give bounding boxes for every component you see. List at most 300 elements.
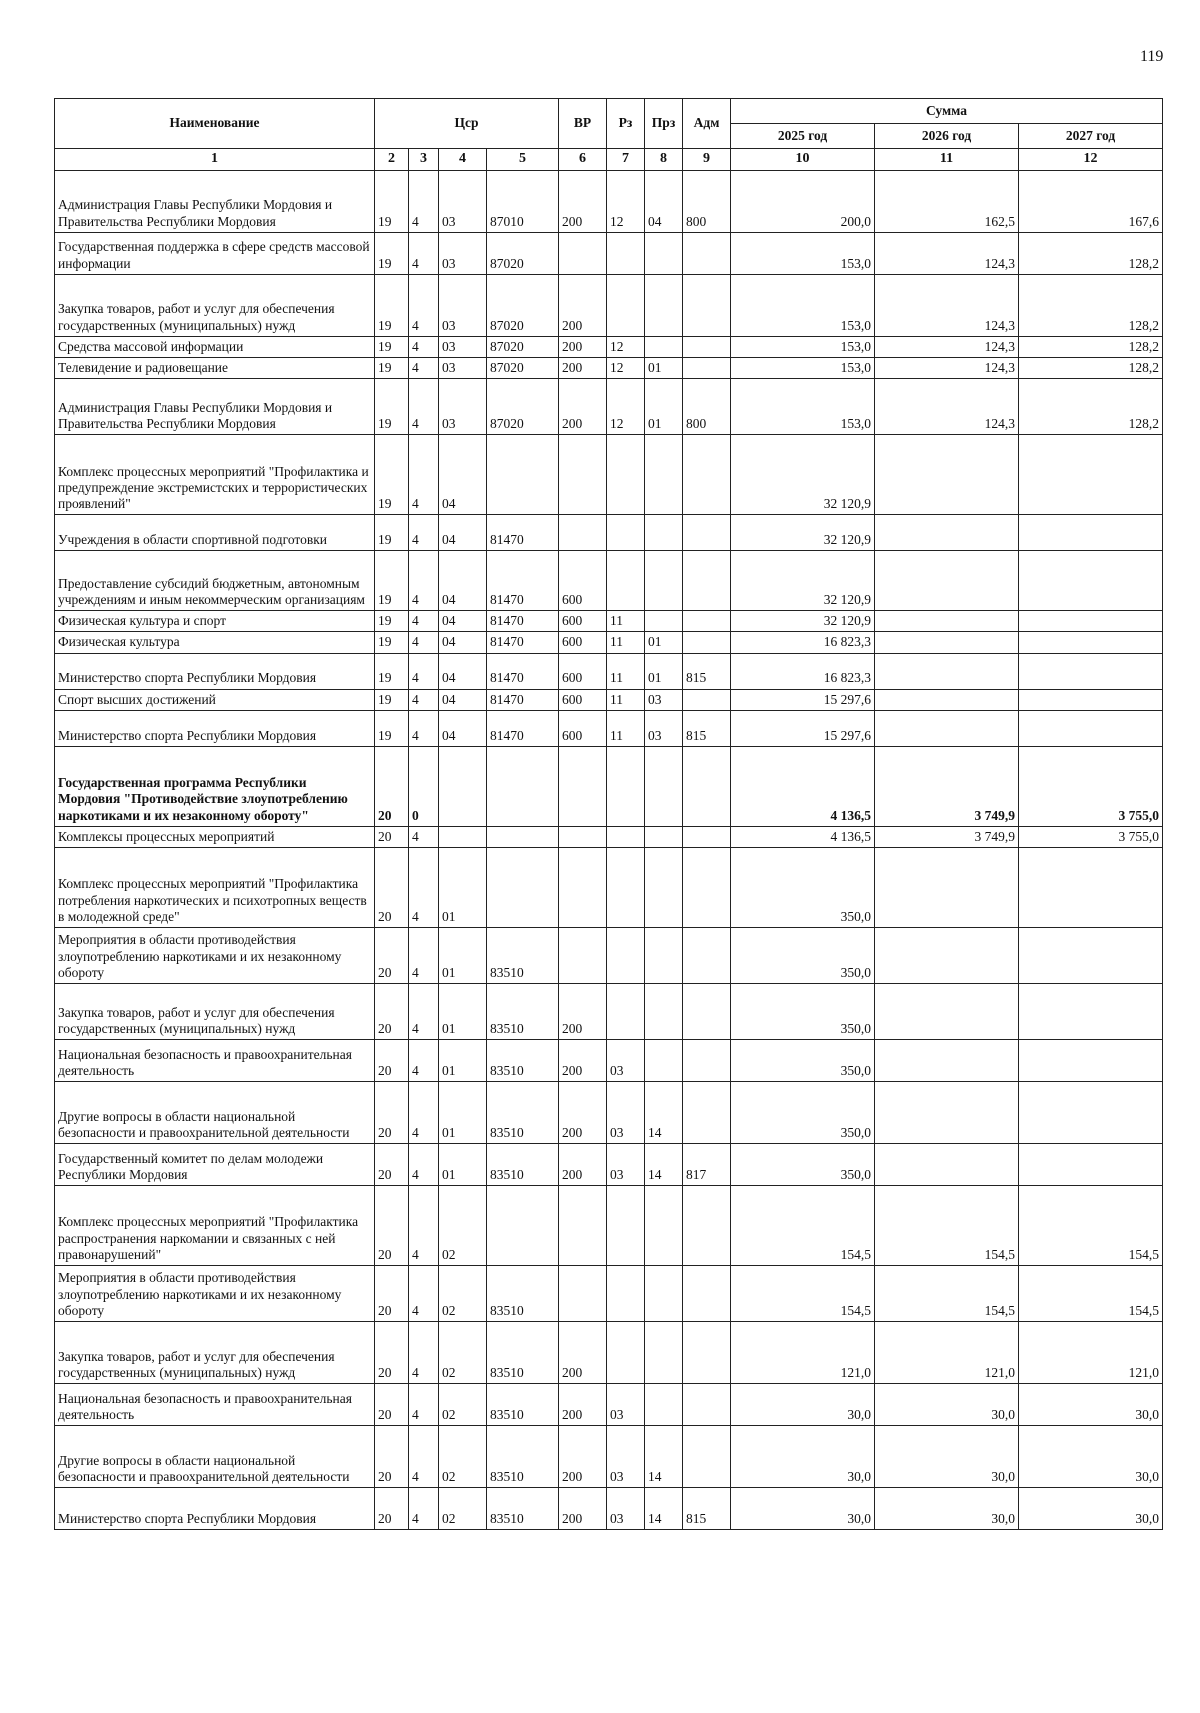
csr-col-3: 4 [409,551,439,611]
vr-code: 600 [559,710,607,746]
amount-2027 [1019,515,1163,551]
prz-code [645,847,683,927]
csr-col-3: 4 [409,1321,439,1383]
prz-code [645,515,683,551]
table-row [55,826,1163,847]
vr-code: 600 [559,632,607,653]
prz-code [645,983,683,1039]
row-name: Другие вопросы в области национальной безопасности и правоохранительной деятельности [55,1081,375,1143]
prz-code [645,1185,683,1265]
csr-col-3: 0 [409,746,439,826]
table-row [55,1039,1163,1081]
csr-col-4: 04 [439,632,487,653]
column-number: 11 [875,149,1019,171]
row-name: Комплекс процессных мероприятий "Профилактика и предупреждение экстремистских и террористических проявлений" [55,435,375,515]
row-name: Закупка товаров, работ и услуг для обеспечения государственных (муниципальных) нужд [55,1321,375,1383]
csr-col-4: 01 [439,847,487,927]
prz-code [645,232,683,274]
amount-2026 [875,983,1019,1039]
prz-code: 01 [645,653,683,689]
rz-code: 11 [607,611,645,632]
row-name: Физическая культура и спорт [55,611,375,632]
table-row [55,710,1163,746]
csr-col-2: 20 [375,1081,409,1143]
budget-table [54,98,1163,1530]
csr-col-3: 4 [409,1081,439,1143]
csr-col-2: 19 [375,653,409,689]
csr-col-3: 4 [409,983,439,1039]
amount-2026 [875,710,1019,746]
prz-code: 14 [645,1143,683,1185]
csr-col-3: 4 [409,847,439,927]
adm-code [683,357,731,378]
vr-code: 200 [559,1321,607,1383]
amount-2025: 153,0 [731,232,875,274]
vr-code: 200 [559,983,607,1039]
column-number: 9 [683,149,731,171]
adm-code [683,1265,731,1321]
csr-col-5: 81470 [487,710,559,746]
amount-2025: 30,0 [731,1425,875,1487]
rz-code: 03 [607,1081,645,1143]
amount-2026: 124,3 [875,336,1019,357]
amount-2025: 153,0 [731,336,875,357]
rz-code: 11 [607,689,645,710]
vr-code [559,927,607,983]
amount-2025: 350,0 [731,1081,875,1143]
csr-col-3: 4 [409,170,439,232]
rz-code: 12 [607,170,645,232]
header-year-2025: 2025 год [731,124,875,149]
csr-col-5: 83510 [487,1143,559,1185]
prz-code: 03 [645,689,683,710]
amount-2026 [875,435,1019,515]
csr-col-5: 81470 [487,689,559,710]
amount-2027: 3 755,0 [1019,826,1163,847]
csr-col-5: 83510 [487,1039,559,1081]
table-row [55,379,1163,435]
table-row [55,1143,1163,1185]
csr-col-5: 87020 [487,379,559,435]
amount-2025: 350,0 [731,927,875,983]
header-prz: Прз [645,99,683,149]
csr-col-4: 03 [439,336,487,357]
csr-col-2: 20 [375,983,409,1039]
rz-code: 03 [607,1383,645,1425]
amount-2027: 128,2 [1019,357,1163,378]
csr-col-4: 02 [439,1383,487,1425]
csr-col-3: 4 [409,927,439,983]
amount-2025: 16 823,3 [731,653,875,689]
vr-code: 200 [559,1081,607,1143]
amount-2027 [1019,653,1163,689]
rz-code: 11 [607,653,645,689]
vr-code: 200 [559,1039,607,1081]
amount-2027: 128,2 [1019,336,1163,357]
csr-col-4: 04 [439,551,487,611]
csr-col-4: 02 [439,1425,487,1487]
amount-2027: 167,6 [1019,170,1163,232]
csr-col-2: 19 [375,689,409,710]
table-row [55,1383,1163,1425]
csr-col-2: 20 [375,1265,409,1321]
csr-col-3: 4 [409,1383,439,1425]
amount-2026: 124,3 [875,274,1019,336]
rz-code: 03 [607,1487,645,1529]
amount-2026: 121,0 [875,1321,1019,1383]
prz-code [645,611,683,632]
adm-code [683,232,731,274]
amount-2026: 162,5 [875,170,1019,232]
adm-code: 815 [683,653,731,689]
csr-col-5: 83510 [487,1425,559,1487]
table-row [55,1185,1163,1265]
amount-2027 [1019,1081,1163,1143]
vr-code: 200 [559,274,607,336]
csr-col-2: 20 [375,1383,409,1425]
csr-col-2: 19 [375,336,409,357]
adm-code: 815 [683,710,731,746]
csr-col-3: 4 [409,274,439,336]
amount-2027 [1019,435,1163,515]
adm-code [683,515,731,551]
amount-2025: 154,5 [731,1185,875,1265]
rz-code: 11 [607,710,645,746]
row-name: Закупка товаров, работ и услуг для обеспечения государственных (муниципальных) нужд [55,983,375,1039]
adm-code [683,1185,731,1265]
csr-col-3: 4 [409,515,439,551]
header-year-2026: 2026 год [875,124,1019,149]
adm-code [683,1425,731,1487]
prz-code [645,1383,683,1425]
adm-code [683,1383,731,1425]
csr-col-3: 4 [409,435,439,515]
amount-2027 [1019,927,1163,983]
amount-2025: 16 823,3 [731,632,875,653]
vr-code [559,847,607,927]
csr-col-5 [487,847,559,927]
amount-2025: 15 297,6 [731,710,875,746]
table-row [55,1265,1163,1321]
amount-2027: 128,2 [1019,274,1163,336]
rz-code [607,435,645,515]
amount-2027: 128,2 [1019,232,1163,274]
amount-2026: 124,3 [875,379,1019,435]
row-name: Средства массовой информации [55,336,375,357]
column-number-row [55,149,1163,171]
csr-col-4: 04 [439,710,487,746]
adm-code: 815 [683,1487,731,1529]
amount-2027: 128,2 [1019,379,1163,435]
amount-2025: 32 120,9 [731,611,875,632]
header-adm: Адм [683,99,731,149]
amount-2025: 350,0 [731,1143,875,1185]
amount-2027 [1019,1143,1163,1185]
amount-2026 [875,632,1019,653]
row-name: Национальная безопасность и правоохранительная деятельность [55,1039,375,1081]
csr-col-3: 4 [409,611,439,632]
row-name: Физическая культура [55,632,375,653]
prz-code: 14 [645,1425,683,1487]
csr-col-4: 04 [439,435,487,515]
csr-col-5: 87020 [487,336,559,357]
table-row [55,1081,1163,1143]
rz-code: 12 [607,379,645,435]
column-number: 12 [1019,149,1163,171]
amount-2025: 32 120,9 [731,515,875,551]
prz-code [645,551,683,611]
adm-code [683,611,731,632]
amount-2025: 153,0 [731,379,875,435]
adm-code: 800 [683,379,731,435]
amount-2026 [875,515,1019,551]
row-name: Мероприятия в области противодействия злоупотреблению наркотиками и их незаконному обороту [55,1265,375,1321]
table-row [55,435,1163,515]
csr-col-3: 4 [409,336,439,357]
column-number: 1 [55,149,375,171]
csr-col-4: 01 [439,1039,487,1081]
amount-2026 [875,689,1019,710]
vr-code: 200 [559,1425,607,1487]
csr-col-2: 19 [375,551,409,611]
amount-2025: 4 136,5 [731,826,875,847]
rz-code [607,983,645,1039]
csr-col-4: 04 [439,611,487,632]
csr-col-2: 19 [375,379,409,435]
prz-code: 01 [645,379,683,435]
column-number: 4 [439,149,487,171]
csr-col-4: 02 [439,1487,487,1529]
amount-2026: 30,0 [875,1425,1019,1487]
table-row [55,746,1163,826]
csr-col-3: 4 [409,826,439,847]
csr-col-5 [487,746,559,826]
amount-2025: 4 136,5 [731,746,875,826]
row-name: Государственная программа Республики Мордовия "Противодействие злоупотреблению наркотиками и их незаконному обороту" [55,746,375,826]
vr-code [559,435,607,515]
adm-code [683,847,731,927]
rz-code [607,927,645,983]
prz-code [645,1265,683,1321]
amount-2027: 3 755,0 [1019,746,1163,826]
rz-code [607,551,645,611]
csr-col-4 [439,826,487,847]
amount-2027 [1019,611,1163,632]
row-name: Спорт высших достижений [55,689,375,710]
amount-2026 [875,1143,1019,1185]
csr-col-2: 20 [375,1143,409,1185]
vr-code [559,232,607,274]
vr-code [559,515,607,551]
row-name: Мероприятия в области противодействия злоупотреблению наркотиками и их незаконному обороту [55,927,375,983]
csr-col-2: 20 [375,1321,409,1383]
csr-col-5: 87020 [487,274,559,336]
adm-code [683,551,731,611]
row-name: Администрация Главы Республики Мордовия и Правительства Республики Мордовия [55,379,375,435]
adm-code [683,435,731,515]
amount-2027: 30,0 [1019,1487,1163,1529]
amount-2027: 121,0 [1019,1321,1163,1383]
csr-col-4: 01 [439,1081,487,1143]
amount-2027: 30,0 [1019,1383,1163,1425]
prz-code: 14 [645,1487,683,1529]
amount-2026: 154,5 [875,1265,1019,1321]
csr-col-2: 20 [375,1425,409,1487]
rz-code [607,826,645,847]
amount-2025: 200,0 [731,170,875,232]
amount-2026 [875,653,1019,689]
csr-col-4: 03 [439,357,487,378]
csr-col-2: 20 [375,1039,409,1081]
table-row [55,983,1163,1039]
amount-2025: 32 120,9 [731,551,875,611]
table-row [55,653,1163,689]
csr-col-2: 19 [375,274,409,336]
vr-code: 600 [559,611,607,632]
table-row [55,357,1163,378]
csr-col-4: 04 [439,653,487,689]
header-name: Наименование [55,99,375,149]
csr-col-3: 4 [409,232,439,274]
vr-code: 200 [559,170,607,232]
row-name: Государственный комитет по делам молодежи Республики Мордовия [55,1143,375,1185]
prz-code [645,826,683,847]
amount-2025: 153,0 [731,274,875,336]
prz-code: 04 [645,170,683,232]
row-name: Комплекс процессных мероприятий "Профилактика распространения наркомании и связанных с ней правонарушений" [55,1185,375,1265]
rz-code [607,746,645,826]
amount-2025: 121,0 [731,1321,875,1383]
row-name: Комплекс процессных мероприятий "Профилактика потребления наркотических и психотропных веществ в молодежной среде" [55,847,375,927]
row-name: Комплексы процессных мероприятий [55,826,375,847]
column-number: 3 [409,149,439,171]
adm-code [683,689,731,710]
csr-col-5: 83510 [487,927,559,983]
rz-code: 12 [607,336,645,357]
vr-code [559,826,607,847]
table-row [55,689,1163,710]
amount-2027: 154,5 [1019,1185,1163,1265]
csr-col-2: 19 [375,515,409,551]
adm-code [683,1081,731,1143]
amount-2026: 3 749,9 [875,826,1019,847]
amount-2025: 30,0 [731,1383,875,1425]
adm-code [683,336,731,357]
amount-2026 [875,1081,1019,1143]
adm-code: 800 [683,170,731,232]
rz-code: 12 [607,357,645,378]
prz-code [645,1321,683,1383]
table-row [55,336,1163,357]
csr-col-5: 81470 [487,653,559,689]
csr-col-2: 20 [375,847,409,927]
csr-col-4: 02 [439,1265,487,1321]
csr-col-5 [487,826,559,847]
vr-code: 600 [559,689,607,710]
csr-col-3: 4 [409,689,439,710]
csr-col-3: 4 [409,710,439,746]
csr-col-4: 01 [439,927,487,983]
adm-code: 817 [683,1143,731,1185]
csr-col-3: 4 [409,379,439,435]
amount-2027 [1019,1039,1163,1081]
prz-code [645,927,683,983]
csr-col-4: 03 [439,170,487,232]
csr-col-4: 04 [439,515,487,551]
csr-col-5: 81470 [487,632,559,653]
vr-code: 200 [559,1487,607,1529]
header-sum: Сумма [731,99,1163,124]
amount-2025: 15 297,6 [731,689,875,710]
csr-col-2: 20 [375,927,409,983]
table-body [55,170,1163,1529]
header-csr: Цср [375,99,559,149]
amount-2026 [875,927,1019,983]
adm-code [683,746,731,826]
csr-col-4: 03 [439,379,487,435]
vr-code: 200 [559,1383,607,1425]
row-name: Закупка товаров, работ и услуг для обеспечения государственных (муниципальных) нужд [55,274,375,336]
column-number: 10 [731,149,875,171]
csr-col-4: 03 [439,232,487,274]
adm-code [683,274,731,336]
csr-col-5: 81470 [487,515,559,551]
csr-col-4: 01 [439,983,487,1039]
adm-code [683,632,731,653]
amount-2025: 32 120,9 [731,435,875,515]
amount-2025: 154,5 [731,1265,875,1321]
prz-code [645,746,683,826]
table-row [55,1425,1163,1487]
column-number: 6 [559,149,607,171]
csr-col-2: 19 [375,232,409,274]
amount-2025: 350,0 [731,847,875,927]
rz-code: 03 [607,1039,645,1081]
column-number: 5 [487,149,559,171]
csr-col-5: 83510 [487,1487,559,1529]
prz-code: 01 [645,357,683,378]
table-row [55,1321,1163,1383]
csr-col-2: 19 [375,170,409,232]
csr-col-2: 20 [375,746,409,826]
header-year-2027: 2027 год [1019,124,1163,149]
table-row [55,847,1163,927]
csr-col-5: 83510 [487,1081,559,1143]
table-row [55,170,1163,232]
amount-2026: 30,0 [875,1383,1019,1425]
csr-col-2: 19 [375,611,409,632]
table-row [55,551,1163,611]
rz-code: 03 [607,1143,645,1185]
row-name: Телевидение и радиовещание [55,357,375,378]
csr-col-3: 4 [409,1143,439,1185]
csr-col-2: 20 [375,826,409,847]
amount-2027 [1019,710,1163,746]
adm-code [683,1039,731,1081]
rz-code [607,847,645,927]
row-name: Национальная безопасность и правоохранительная деятельность [55,1383,375,1425]
csr-col-4: 04 [439,689,487,710]
table-row [55,274,1163,336]
csr-col-3: 4 [409,632,439,653]
amount-2027: 154,5 [1019,1265,1163,1321]
csr-col-4: 02 [439,1321,487,1383]
amount-2027 [1019,632,1163,653]
csr-col-3: 4 [409,1039,439,1081]
rz-code [607,274,645,336]
csr-col-5: 81470 [487,611,559,632]
page-number: 119 [1140,48,1164,65]
